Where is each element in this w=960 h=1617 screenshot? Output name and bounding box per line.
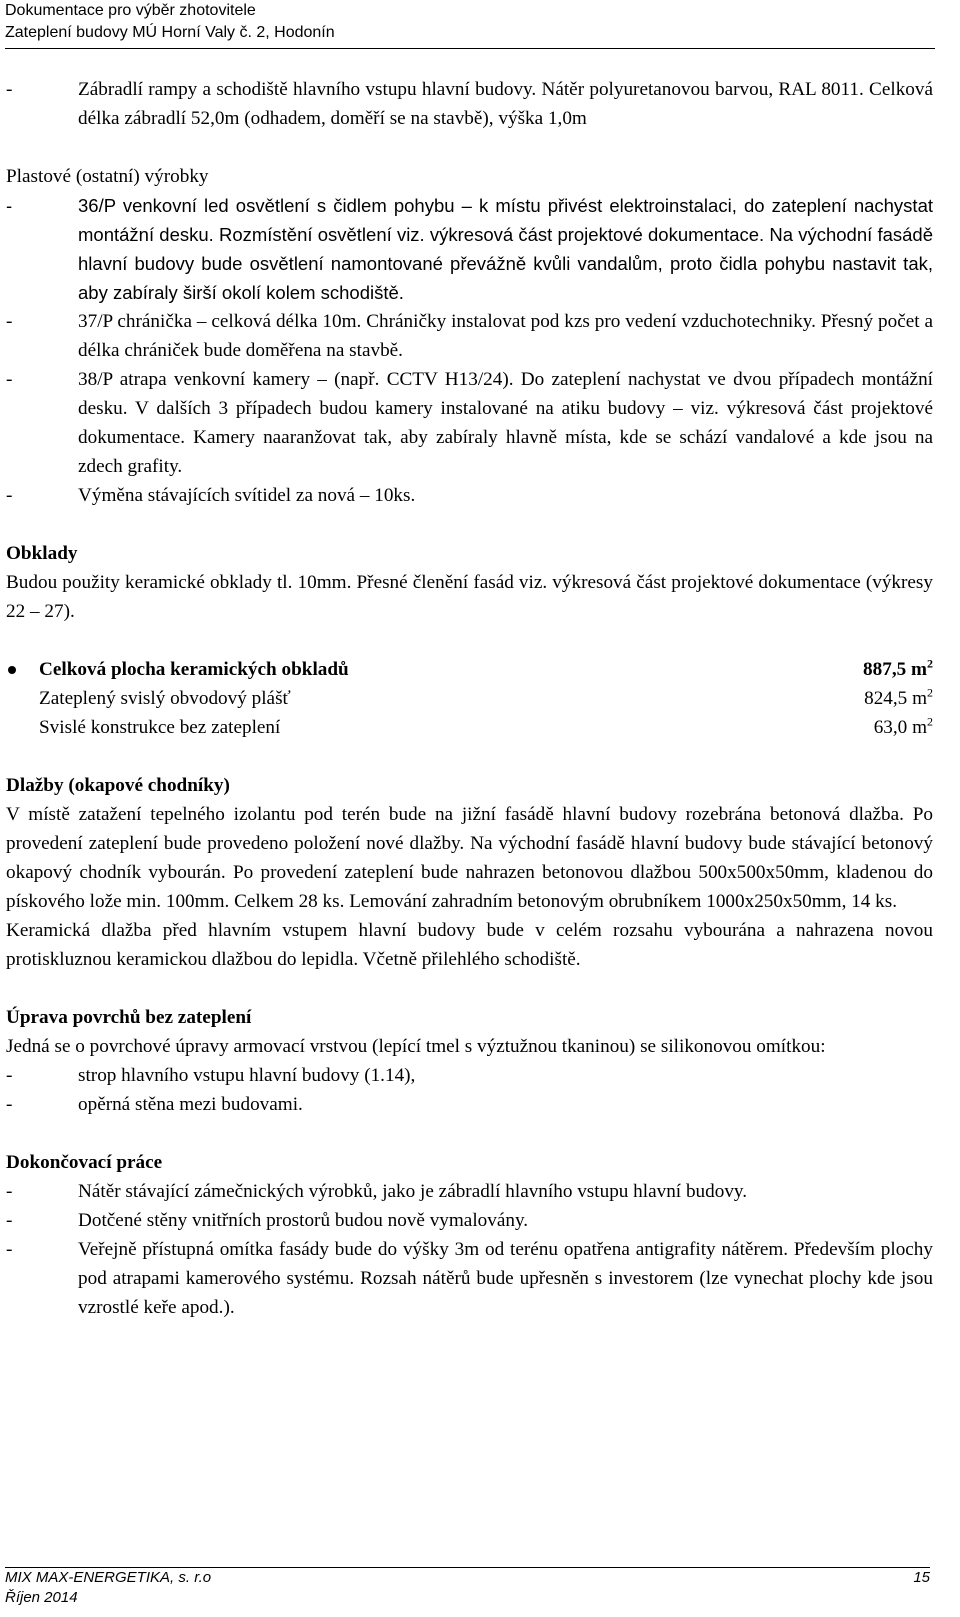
section-heading-obklady: Obklady [6,543,78,564]
list-item: - 37/P chránička – celková délka 10m. Chráničky instalovat pod kzs pro vedení vzduchotechniky. Přesný počet a délka chrániček bude doměřena na stavbě. [6,307,933,365]
list-item: - Veřejně přístupná omítka fasády bude do výšky 3m od terénu opatřena antigrafity nátěrem. Především plochy pod atrapami kamerového systému. Rozsah nátěrů bude upřesněn s investorem (lze vynechat plochy kde jsou vzrostlé keře apod.). [6,1235,933,1322]
area-total-label: Celková plocha keramických obkladů [39,659,349,680]
list-item: - Výměna stávajících svítidel za nová – 10ks. [6,481,933,510]
list-item: - Zábradlí rampy a schodiště hlavního vstupu hlavní budovy. Nátěr polyuretanovou barvou, RAL 8011. Celková délka zábradlí 52,0m (odhadem, doměří se na stavbě), výška 1,0m [6,75,933,133]
area-total-value: 887,5 $m^2$ [863,656,933,680]
area-row [6,713,933,742]
list-item: - opěrná stěna mezi budovami. [6,1090,933,1119]
footer-company: MIX MAX-ENERGETIKA, s. r.o [5,1569,212,1586]
area-row-value: 63,0 $m^2$ [873,714,933,738]
page-number: 15 [913,1569,930,1586]
bullet-icon [8,666,16,674]
paragraph: Keramická dlažba před hlavním vstupem hlavní budovy bude v celém rozsahu vybourána a nahrazena novou protiskluznou keramickou dlažbou do lepidla. Včetně přilehlého schodiště. [6,920,933,970]
list-item: - strop hlavního vstupu hlavní budovy (1.14), [6,1061,933,1090]
paragraph: Budou použity keramické obklady tl. 10mm. Přesné členění fasád viz. výkresová část projektové dokumentace (výkresy 22 – 27). [6,572,933,622]
list-item: - Nátěr stávající zámečnických výrobků, jako je zábradlí hlavního vstupu hlavní budovy. [6,1177,933,1206]
area-row-label: Svislé konstrukce bez zateplení [39,717,281,738]
page-footer [5,1567,930,1608]
paragraph: V místě zatažení tepelného izolantu pod terén bude na jižní fasádě hlavní budovy rozebrána betonová dlažba. Po provedení zateplení bude provedeno položení nové dlažby. Na východní fasádě hlavní budovy bude stávající betonový okapový chodník vybourán. Po provedení zateplení bude nahrazen betonovou dlažbou 500x500x50mm, kladenou do pískového lože min. 100mm. Celkem 28 ks. Lemování zahradním betonovým obrubníkem 1000x250x50mm, 14 ks. [6,804,933,912]
header-title: Dokumentace pro výběr zhotovitele [5,2,256,19]
area-row-value: 824,5 $m^2$ [864,685,933,709]
area-total-row [6,655,933,684]
footer-date: Říjen 2014 [5,1589,78,1606]
area-row [6,684,933,713]
page-header [5,0,935,49]
list-item: - Dotčené stěny vnitřních prostorů budou nově vymalovány. [6,1206,933,1235]
section-heading-plastic: Plastové (ostatní) výrobky [6,166,209,187]
list-item: - 38/P atrapa venkovní kamery – (např. CCTV H13/24). Do zateplení nachystat ve dvou případech montážní desku. V dalších 3 případech budou kamery instalované na atiku budovy – viz. výkresová část projektové dokumentace. Kamery naaranžovat tak, aby zabíraly hlavně místa, kde se schází vandalové a kde jsou na zdech grafity. [6,365,933,481]
section-heading-dokoncovaci: Dokončovací práce [6,1152,163,1173]
section-heading-uprava: Úprava povrchů bez zateplení [6,1007,252,1028]
header-subtitle: Zateplení budovy MÚ Horní Valy č. 2, Hodonín [5,24,335,41]
section-heading-dlazby: Dlažby (okapové chodníky) [6,775,230,796]
paragraph: Jedná se o povrchové úpravy armovací vrstvou (lepící tmel s výztužnou tkaninou) se silikonovou omítkou: [6,1036,826,1057]
list-item: - 36/P venkovní led osvětlení s čidlem pohybu – k místu přivést elektroinstalaci, do zateplení nachystat montážní desku. Rozmístění osvětlení viz. výkresová část projektové dokumentace. Na východní fasádě hlavní budovy bude osvětlení namontované převážně kvůli vandalům, proto čidla pohybu nastavit tak, aby zabíraly širší okolí kolem schodiště. [6,191,933,307]
document-body [6,75,933,1322]
area-row-label: Zateplený svislý obvodový plášť [39,688,291,709]
